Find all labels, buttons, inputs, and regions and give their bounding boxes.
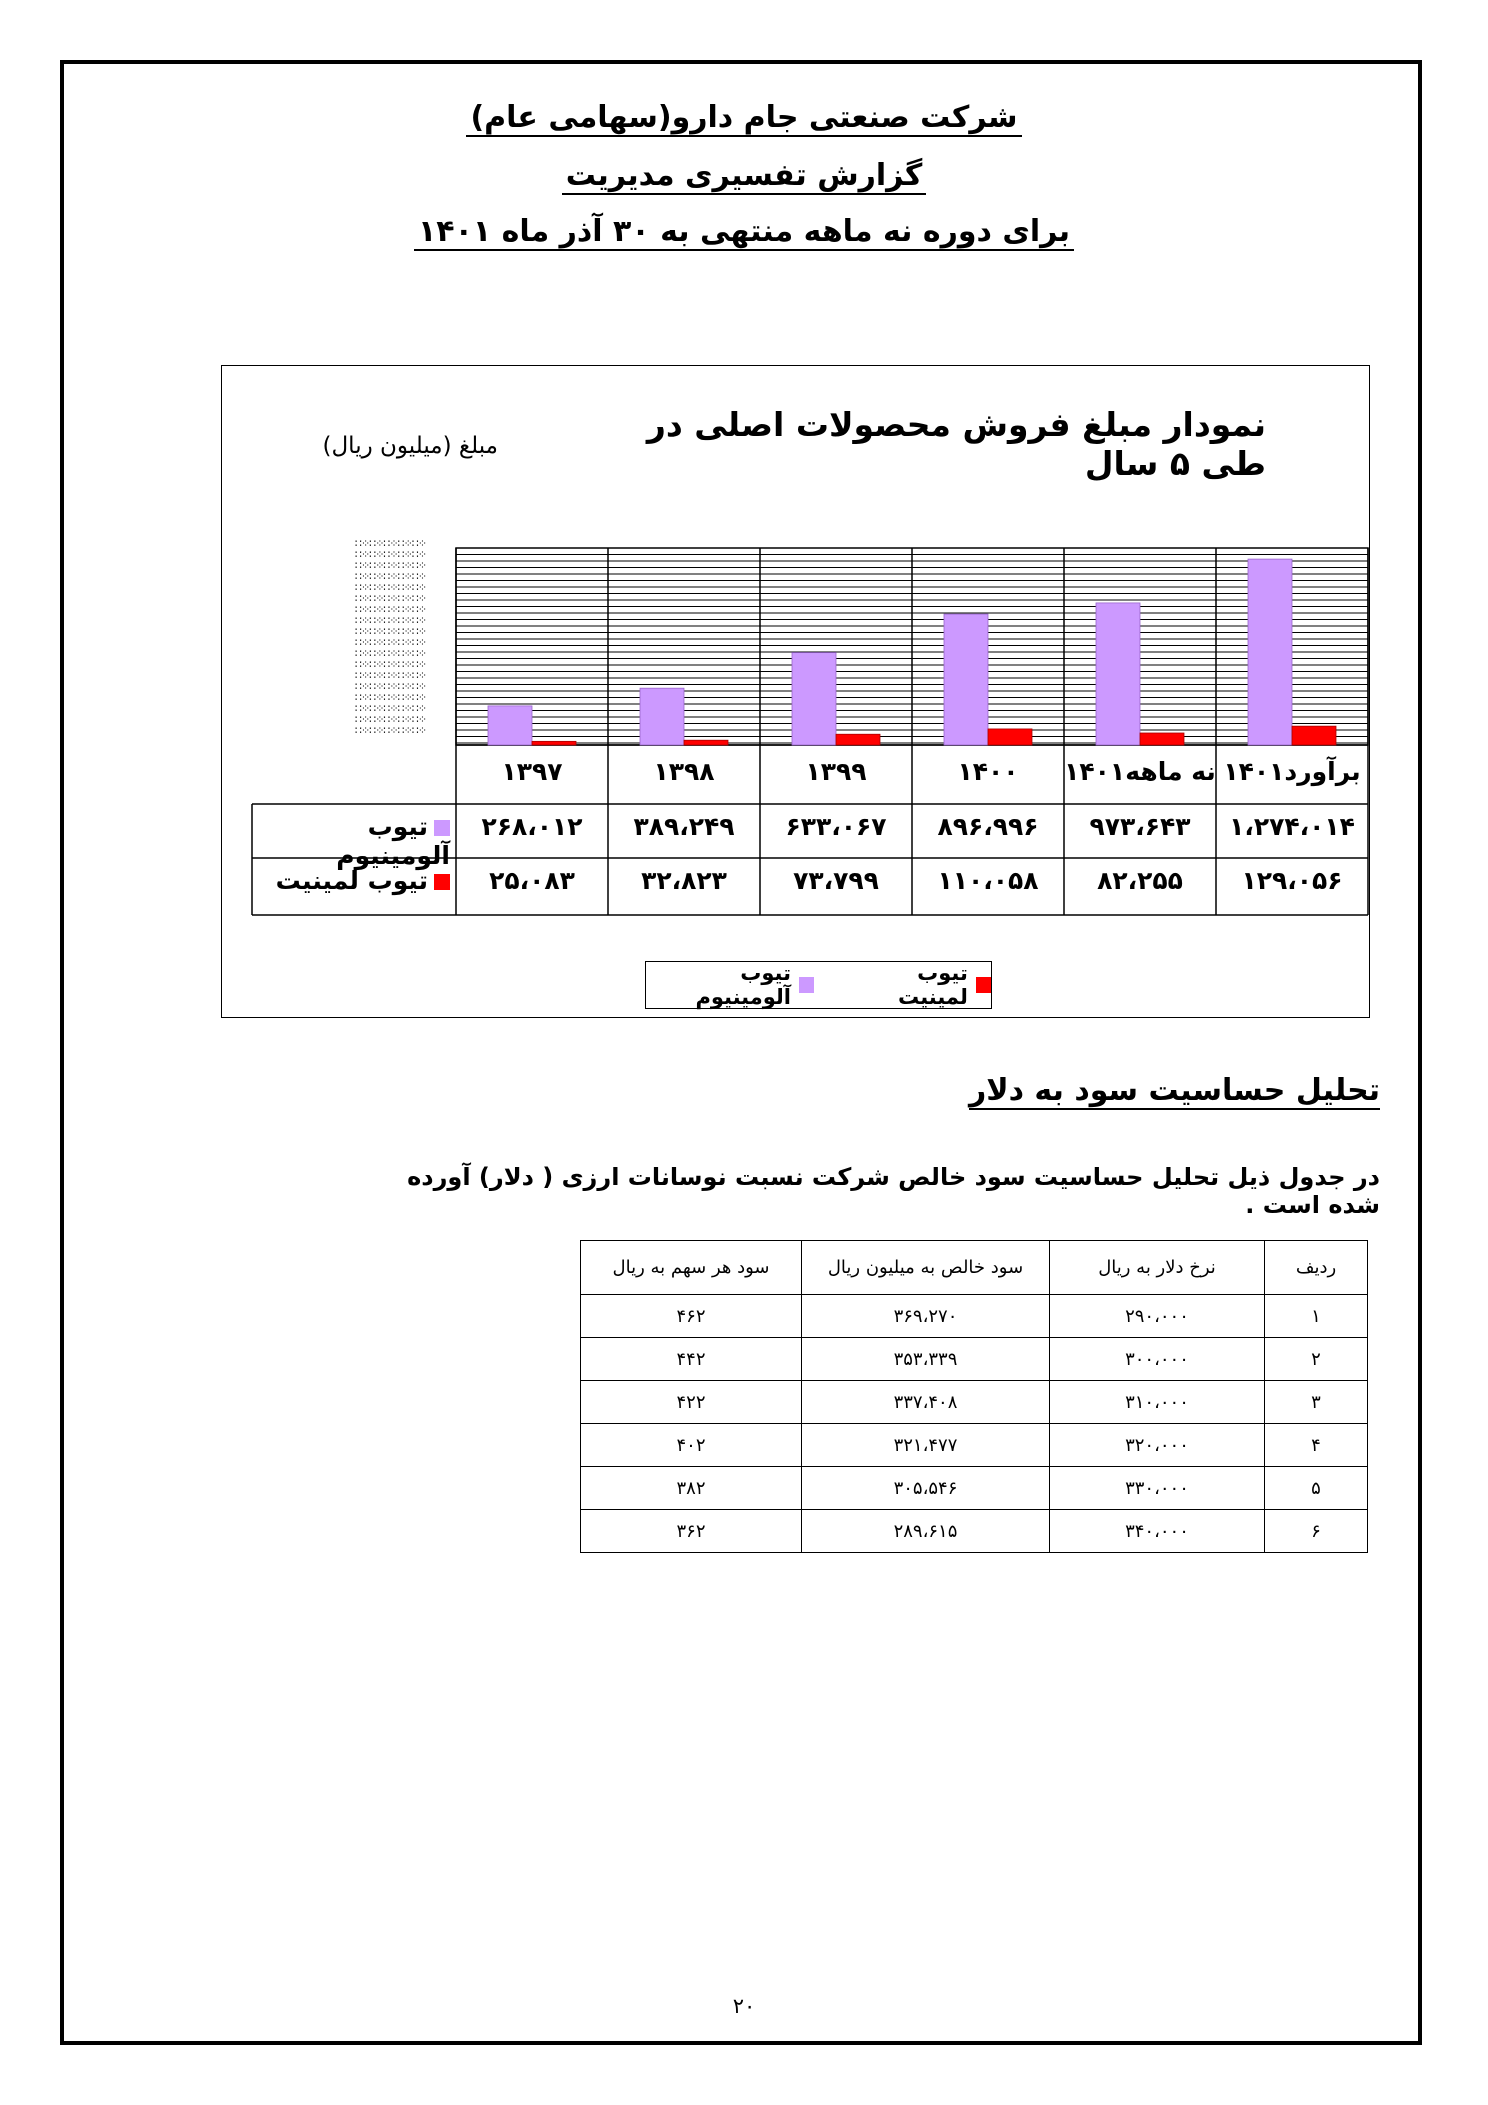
table-header-row (581, 1241, 1368, 1295)
data-label: ۲۵،۰۸۳ (489, 866, 575, 895)
table-row (581, 1424, 1368, 1467)
data-label: ۸۲،۲۵۵ (1097, 866, 1183, 895)
axis-tick-cluster: ∷⁘∷⁘∷⁘∷⁘∷⁘ (355, 538, 427, 549)
table-cell: ۲۹۰،۰۰۰ (1050, 1295, 1265, 1338)
category-label: ۱۴۰۰ (957, 757, 1019, 786)
legend-label-laminate: تیوب لمینیت (897, 961, 968, 1009)
table-cell: ۳۰۰،۰۰۰ (1050, 1338, 1265, 1381)
table-row (581, 1381, 1368, 1424)
section-intro: در جدول ذیل تحلیل حساسیت سود خالص شرکت نسبت نوسانات ارزی ( دلار) آورده شده است . (407, 1163, 1380, 1219)
data-label: ۹۷۳،۶۴۳ (1089, 812, 1191, 841)
data-label: ۳۲،۸۲۳ (641, 866, 727, 895)
table-cell: ۳۳۰،۰۰۰ (1050, 1467, 1265, 1510)
bar-aluminium-3 (944, 614, 988, 745)
data-label: ۳۸۹،۲۴۹ (633, 812, 735, 841)
table-row (581, 1338, 1368, 1381)
data-label: ۱،۲۷۴،۰۱۴ (1229, 812, 1355, 841)
table-cell: ۴۶۲ (581, 1295, 802, 1338)
table-cell: ۳۶۹،۲۷۰ (802, 1295, 1050, 1338)
table-cell: ۲۸۹،۶۱۵ (802, 1510, 1050, 1553)
axis-tick-cluster: ∷⁘∷⁘∷⁘∷⁘∷⁘ (355, 571, 427, 582)
header-cell-eps: سود هر سهم به ریال (581, 1241, 802, 1295)
chart-y-axis-label: مبلغ (میلیون ریال) (322, 433, 498, 459)
category-label: نه ماهه۱۴۰۱ (1064, 757, 1216, 786)
series-swatch (434, 820, 450, 836)
axis-tick-cluster: ∷⁘∷⁘∷⁘∷⁘∷⁘ (355, 692, 427, 703)
bar-aluminium-4 (1096, 603, 1140, 745)
category-label: ۱۳۹۹ (805, 757, 867, 786)
series-swatch (434, 874, 450, 890)
header-cell-row: ردیف (1265, 1241, 1368, 1295)
axis-tick-cluster: ∷⁘∷⁘∷⁘∷⁘∷⁘ (355, 648, 427, 659)
bar-aluminium-1 (640, 688, 684, 745)
page-number: ۲۰ (732, 1994, 756, 2018)
axis-tick-cluster: ∷⁘∷⁘∷⁘∷⁘∷⁘ (355, 604, 427, 615)
legend-swatch-laminate (976, 977, 991, 993)
bar-laminate-4 (1140, 733, 1184, 745)
category-label: برآورد۱۴۰۱ (1223, 757, 1361, 786)
axis-tick-cluster: ∷⁘∷⁘∷⁘∷⁘∷⁘ (355, 714, 427, 725)
table-cell: ۴۲۲ (581, 1381, 802, 1424)
bar-laminate-0 (532, 741, 576, 745)
axis-tick-cluster: ∷⁘∷⁘∷⁘∷⁘∷⁘ (355, 560, 427, 571)
axis-tick-cluster: ∷⁘∷⁘∷⁘∷⁘∷⁘ (355, 670, 427, 681)
company-title: شرکت صنعتی جام دارو(سهامی عام) (0, 100, 1488, 135)
axis-tick-cluster: ∷⁘∷⁘∷⁘∷⁘∷⁘ (355, 681, 427, 692)
series-name: تیوب لمینیت (275, 866, 428, 895)
table-cell: ۳۳۷،۴۰۸ (802, 1381, 1050, 1424)
category-label: ۱۳۹۷ (501, 757, 563, 786)
axis-tick-cluster: ∷⁘∷⁘∷⁘∷⁘∷⁘ (355, 615, 427, 626)
header-cell-net-profit: سود خالص به میلیون ریال (802, 1241, 1050, 1295)
table-cell: ۳۲۰،۰۰۰ (1050, 1424, 1265, 1467)
section-title: تحلیل حساسیت سود به دلار (968, 1073, 1380, 1108)
report-title: گزارش تفسیری مدیریت (0, 158, 1488, 193)
bar-laminate-3 (988, 729, 1032, 745)
table-row (581, 1467, 1368, 1510)
bar-aluminium-5 (1248, 559, 1292, 745)
axis-tick-cluster: ∷⁘∷⁘∷⁘∷⁘∷⁘ (355, 703, 427, 714)
table-cell: ۳ (1265, 1381, 1368, 1424)
bar-aluminium-0 (488, 706, 532, 745)
table-cell: ۳۲۱،۴۷۷ (802, 1424, 1050, 1467)
category-label: ۱۳۹۸ (653, 757, 715, 786)
series-row-label (258, 866, 450, 895)
sensitivity-table (580, 1240, 1368, 1553)
table-cell: ۳۵۳،۳۳۹ (802, 1338, 1050, 1381)
data-label: ۶۳۳،۰۶۷ (785, 812, 887, 841)
chart-title: نمودار مبلغ فروش محصولات اصلی در طی ۵ سال (646, 405, 1266, 483)
table-cell: ۵ (1265, 1467, 1368, 1510)
bar-laminate-2 (836, 734, 880, 745)
period-title: برای دوره نه ماهه منتهی به ۳۰ آذر ماه ۱۴۰۱ (0, 214, 1488, 249)
header-cell-dollar-rate: نرخ دلار به ریال (1050, 1241, 1265, 1295)
data-label: ۲۶۸،۰۱۲ (481, 812, 583, 841)
table-cell: ۶ (1265, 1510, 1368, 1553)
series-row-label (258, 812, 450, 870)
table-cell: ۴ (1265, 1424, 1368, 1467)
legend-swatch-aluminium (799, 977, 814, 993)
axis-tick-cluster: ∷⁘∷⁘∷⁘∷⁘∷⁘ (355, 637, 427, 648)
axis-tick-cluster: ∷⁘∷⁘∷⁘∷⁘∷⁘ (355, 593, 427, 604)
table-cell: ۴۴۲ (581, 1338, 802, 1381)
table-cell: ۴۰۲ (581, 1424, 802, 1467)
axis-tick-cluster: ∷⁘∷⁘∷⁘∷⁘∷⁘ (355, 582, 427, 593)
table-cell: ۳۰۵،۵۴۶ (802, 1467, 1050, 1510)
table-cell: ۳۶۲ (581, 1510, 802, 1553)
data-label: ۸۹۶،۹۹۶ (937, 812, 1039, 841)
axis-tick-cluster: ∷⁘∷⁘∷⁘∷⁘∷⁘ (355, 725, 427, 736)
axis-tick-cluster: ∷⁘∷⁘∷⁘∷⁘∷⁘ (355, 659, 427, 670)
table-row (581, 1510, 1368, 1553)
chart-legend (645, 961, 992, 1009)
table-cell: ۲ (1265, 1338, 1368, 1381)
table-cell: ۳۴۰،۰۰۰ (1050, 1510, 1265, 1553)
axis-tick-cluster: ∷⁘∷⁘∷⁘∷⁘∷⁘ (355, 626, 427, 637)
bar-laminate-1 (684, 740, 728, 745)
table-cell: ۳۸۲ (581, 1467, 802, 1510)
table-row (581, 1295, 1368, 1338)
bar-laminate-5 (1292, 726, 1336, 745)
data-label: ۱۱۰،۰۵۸ (937, 866, 1039, 895)
table-cell: ۱ (1265, 1295, 1368, 1338)
data-label: ۷۳،۷۹۹ (793, 866, 879, 895)
table-cell: ۳۱۰،۰۰۰ (1050, 1381, 1265, 1424)
axis-tick-cluster: ∷⁘∷⁘∷⁘∷⁘∷⁘ (355, 549, 427, 560)
series-name: تیوب آلومینیوم (336, 812, 450, 870)
legend-label-aluminium: تیوب آلومینیوم (695, 961, 791, 1009)
bar-aluminium-2 (792, 653, 836, 745)
data-label: ۱۲۹،۰۵۶ (1241, 866, 1343, 895)
